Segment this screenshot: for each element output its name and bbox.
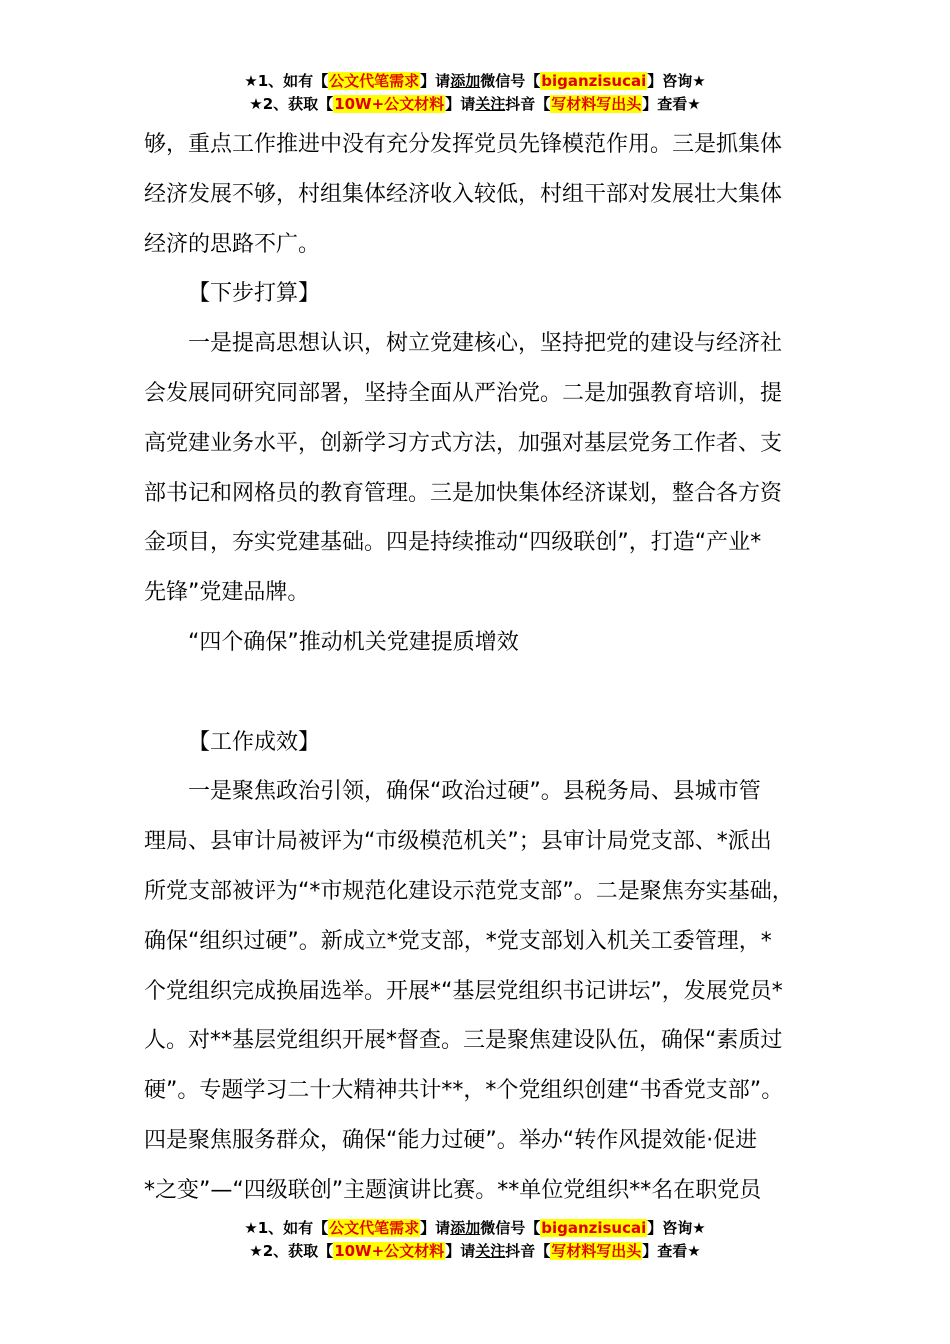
promo-text: 】查看★: [642, 95, 701, 113]
body-line: 先锋”党建品牌。: [144, 580, 310, 606]
promo-text: 】咨询★: [647, 1219, 706, 1237]
highlight-service: 公文代笔需求: [329, 72, 420, 90]
promo-text: 】查看★: [642, 1242, 701, 1260]
promo-text: 】请: [420, 72, 451, 90]
promo-line-2: [0, 93, 950, 116]
body-line: 经济发展不够，村组集体经济收入较低，村组干部对发展壮大集体: [144, 181, 783, 207]
promo-text: 】咨询★: [647, 72, 706, 90]
body-line: 高党建业务水平，创新学习方式方法，加强对基层党务工作者、支: [144, 430, 783, 456]
body-line: 人。对**基层党组织开展*督查。三是聚焦建设队伍，确保“素质过: [144, 1028, 783, 1054]
promo-line-2: [0, 1240, 950, 1263]
highlight-materials: 10W+公文材料: [334, 1242, 445, 1260]
section-heading-next-steps: 【下步打算】: [188, 281, 321, 307]
footer-promo-banner: [0, 1217, 950, 1263]
body-line: 个党组织完成换届选举。开展*“基层党组织书记讲坛”，发展党员*: [144, 978, 783, 1004]
promo-text-underlined: 关注: [475, 1242, 506, 1260]
body-line: 所党支部被评为“*市规范化建设示范党支部”。二是聚焦夯实基础，: [144, 878, 794, 904]
highlight-douyin-account: 写材料写出头: [551, 1242, 642, 1260]
promo-text: 】请: [445, 95, 476, 113]
body-line: 理局、县审计局被评为“市级模范机关”；县审计局党支部、*派出: [144, 829, 772, 855]
body-line: 够，重点工作推进中没有充分发挥党员先锋模范作用。三是抓集体: [144, 132, 783, 157]
section-heading-results: 【工作成效】: [188, 729, 321, 755]
body-line: 一是聚焦政治引领，确保“政治过硬”。县税务局、县城市管: [188, 779, 761, 805]
body-line: 四是聚焦服务群众，确保“能力过硬”。举办“转作风提效能·促进: [144, 1127, 758, 1153]
promo-text-underlined: 添加: [450, 1219, 481, 1237]
highlight-service: 公文代笔需求: [329, 1219, 420, 1237]
body-line: 部书记和网格员的教育管理。三是加快集体经济谋划，整合各方资: [144, 480, 783, 506]
promo-line-1: [0, 70, 950, 93]
body-line: 会发展同研究同部署，坚持全面从严治党。二是加强教育培训，提: [144, 380, 783, 406]
body-line: 确保“组织过硬”。新成立*党支部，*党支部划入机关工委管理，*: [144, 928, 772, 954]
highlight-wechat-id: biganzisucai: [541, 1219, 647, 1237]
promo-text: ★2、获取【: [249, 1242, 334, 1260]
promo-text: 微信号【: [480, 1219, 541, 1237]
highlight-wechat-id: biganzisucai: [541, 72, 647, 90]
blank-line: [144, 668, 834, 718]
body-line: 金项目，夯实党建基础。四是持续推动“四级联创”，打造“产业*: [144, 530, 762, 556]
promo-line-1: [0, 1217, 950, 1240]
article-title: “四个确保”推动机关党建提质增效: [188, 629, 519, 655]
promo-text: ★2、获取【: [249, 95, 334, 113]
promo-text: 】请: [420, 1219, 451, 1237]
body-line: 一是提高思想认识，树立党建核心，坚持把党的建设与经济社: [188, 331, 783, 357]
document-body: [144, 120, 834, 1216]
body-line: *之变”—“四级联创”主题演讲比赛。**单位党组织**名在职党员: [144, 1177, 762, 1203]
body-line: 经济的思路不广。: [144, 231, 321, 257]
header-promo-banner: [0, 70, 950, 116]
promo-text-underlined: 关注: [475, 95, 506, 113]
promo-text: ★1、如有【: [244, 72, 329, 90]
highlight-materials: 10W+公文材料: [334, 95, 445, 113]
body-line: 硬”。专题学习二十大精神共计**，*个党组织创建“书香党支部”。: [144, 1078, 784, 1104]
promo-text: 】请: [445, 1242, 476, 1260]
highlight-douyin-account: 写材料写出头: [551, 95, 642, 113]
promo-text: ★1、如有【: [244, 1219, 329, 1237]
promo-text: 抖音【: [505, 1242, 551, 1260]
promo-text-underlined: 添加: [450, 72, 481, 90]
promo-text: 微信号【: [480, 72, 541, 90]
promo-text: 抖音【: [505, 95, 551, 113]
